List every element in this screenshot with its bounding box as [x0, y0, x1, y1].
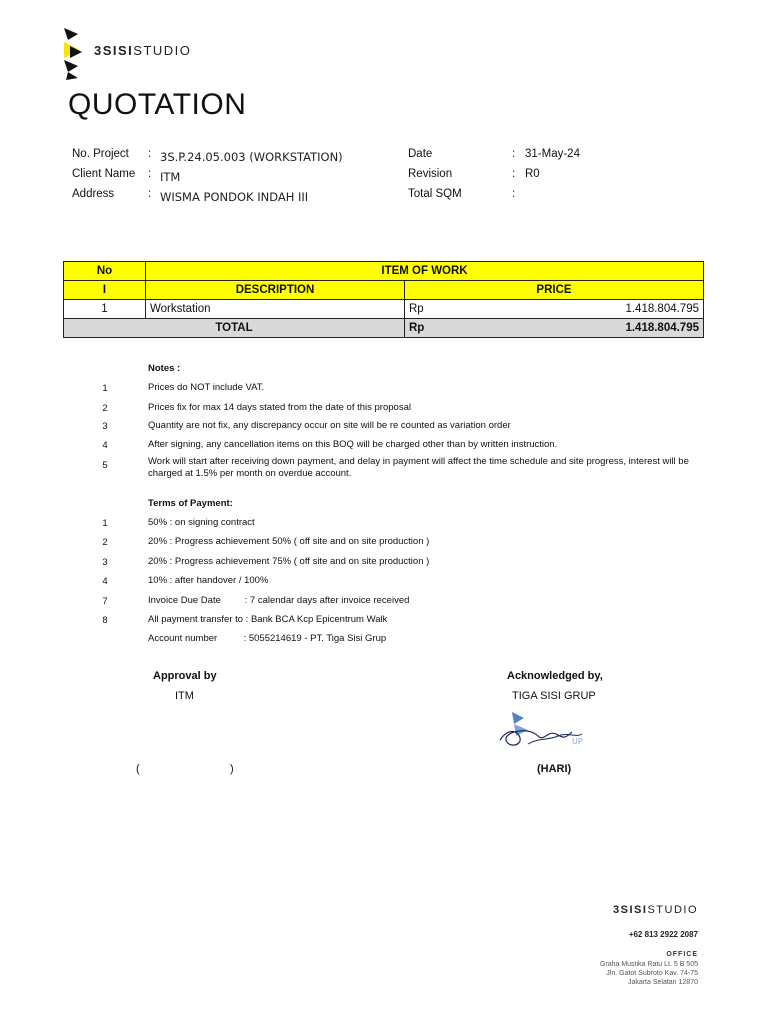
acknowledged-signatory: (HARI)	[537, 763, 572, 775]
footer-logo-wordmark: 3SISISTUDIO	[613, 904, 698, 916]
term-text: All payment transfer to : Bank BCA Kcp Epicentrum Walk	[148, 614, 388, 625]
term-number: 2	[102, 537, 108, 548]
term-text: 10% : after handover / 100%	[148, 575, 269, 586]
table-total-row	[64, 319, 704, 338]
info-label-address: Address	[72, 188, 115, 200]
total-currency: Rp	[405, 319, 434, 338]
term-number: 8	[102, 615, 108, 626]
row-currency: Rp	[405, 300, 434, 319]
total-value: 1.418.804.795	[433, 319, 704, 338]
logo-wordmark: 3SISISTUDIO	[94, 43, 192, 58]
item-of-work-table	[63, 261, 704, 338]
info-label-sqm: Total SQM	[408, 188, 462, 200]
colon: :	[148, 148, 152, 160]
term-number: 1	[102, 518, 108, 529]
footer-address-line: Graha Mustika Ratu Lt. 5 B 505	[599, 961, 698, 968]
note-number: 1	[102, 383, 108, 394]
row-price: 1.418.804.795	[433, 300, 704, 319]
note-text: Prices do NOT include VAT.	[148, 382, 265, 393]
term-number: 4	[102, 576, 108, 587]
svg-text:UP: UP	[572, 737, 583, 746]
page-title: QUOTATION	[68, 88, 247, 121]
term-number: 3	[102, 557, 108, 568]
info-label-date: Date	[408, 148, 433, 160]
term-text: Account number : 5055214619 - PT. Tiga Sisi Grup	[148, 633, 387, 644]
colon: :	[148, 168, 152, 180]
header-item-of-work: ITEM OF WORK	[146, 262, 704, 281]
acknowledged-label: Acknowledged by,	[507, 670, 603, 682]
info-label-revision: Revision	[408, 168, 453, 180]
info-value-date: 31-May-24	[525, 148, 580, 160]
note-number: 2	[102, 403, 108, 414]
note-text: After signing, any cancellation items on this BOQ will be charged other than by written instruction.	[148, 439, 558, 450]
subheader-description: DESCRIPTION	[146, 281, 405, 300]
term-number: 7	[102, 596, 108, 607]
info-value-client: ITM	[160, 170, 181, 184]
info-value-revision: R0	[525, 168, 540, 180]
note-number: 5	[102, 460, 108, 471]
terms-heading: Terms of Payment:	[148, 498, 233, 509]
info-value-project: 3S.P.24.05.003 (WORKSTATION)	[160, 150, 343, 164]
notes-heading: Notes :	[148, 363, 181, 374]
colon: :	[148, 188, 152, 200]
header-no: No	[64, 262, 146, 281]
signature-stamp-icon	[498, 710, 598, 752]
row-no: 1	[64, 300, 146, 319]
row-description: Workstation	[146, 300, 405, 319]
note-text: Work will start after receiving down payment, and delay in payment will affect the time schedule and site progress, interest will be charged at 1.5% per month on overdue account.	[148, 456, 689, 479]
company-logo-icon	[60, 26, 88, 82]
footer-address-line: Jln. Gatot Subroto Kav. 74-75	[606, 970, 698, 977]
approval-bracket-close: )	[230, 763, 234, 775]
info-value-address: WISMA PONDOK INDAH III	[160, 190, 309, 204]
note-text: Prices fix for max 14 days stated from the date of this proposal	[148, 402, 411, 413]
acknowledged-party: TIGA SISI GRUP	[512, 690, 596, 702]
approval-party: ITM	[175, 690, 194, 702]
table-header-row	[64, 262, 704, 281]
colon: :	[512, 188, 516, 200]
info-label-client: Client Name	[72, 168, 136, 180]
approval-label: Approval by	[153, 670, 217, 682]
footer-phone: +62 813 2922 2087	[628, 930, 698, 939]
footer-address-line: Jakarta Selatan 12870	[627, 979, 698, 986]
note-number: 3	[102, 421, 108, 432]
info-label-project: No. Project	[72, 148, 129, 160]
term-text: 20% : Progress achievement 50% ( off site and on site production )	[148, 536, 430, 547]
term-text: 20% : Progress achievement 75% ( off site and on site production )	[148, 556, 430, 567]
term-text: 50% : on signing contract	[148, 517, 255, 528]
total-label: TOTAL	[64, 319, 405, 338]
approval-bracket-open: (	[136, 763, 140, 775]
subheader-price: PRICE	[405, 281, 704, 300]
note-number: 4	[102, 440, 108, 451]
table-row	[64, 300, 704, 319]
colon: :	[512, 168, 516, 180]
note-text: Quantity are not fix, any discrepancy occur on site will be re counted as variation order	[148, 420, 511, 431]
colon: :	[512, 148, 516, 160]
footer-office-label: OFFICE	[666, 951, 698, 958]
term-text: Invoice Due Date : 7 calendar days after invoice received	[148, 595, 410, 606]
table-subheader-row	[64, 281, 704, 300]
subheader-no: I	[64, 281, 146, 300]
